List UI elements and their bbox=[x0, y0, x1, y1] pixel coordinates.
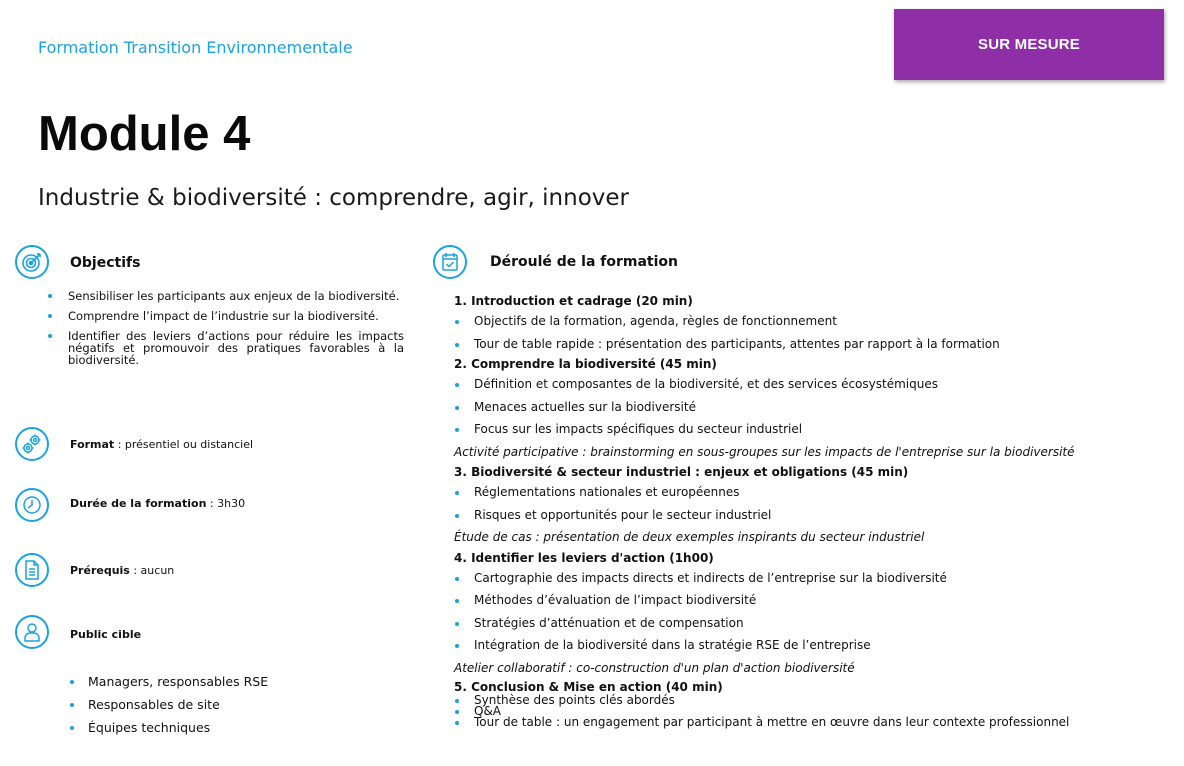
agenda-item: Q&A bbox=[454, 706, 1154, 717]
list-item: Équipes techniques bbox=[70, 716, 268, 739]
badge-label: SUR MESURE bbox=[977, 36, 1080, 53]
public-list bbox=[70, 670, 268, 739]
format-label: Format bbox=[70, 438, 115, 451]
agenda-item: Réglementations nationales et européennes bbox=[454, 481, 1154, 504]
agenda-item: Objectifs de la formation, agenda, règles de fonctionnement bbox=[454, 310, 1154, 333]
page-subtitle: Industrie & biodiversité : comprendre, agir, innover bbox=[38, 185, 629, 211]
sur-mesure-badge bbox=[894, 9, 1164, 80]
agenda-note: Activité participative : brainstorming en sous-groupes sur les impacts de l'entreprise sur la biodiversité bbox=[454, 444, 1075, 459]
agenda-item: Tour de table : un engagement par participant à mettre en œuvre dans leur contexte professionnel bbox=[454, 717, 1154, 728]
format-value: : présentiel ou distanciel bbox=[114, 438, 254, 451]
target-icon bbox=[15, 245, 49, 279]
document-icon bbox=[15, 553, 49, 587]
objectifs-list bbox=[48, 290, 404, 374]
agenda-note: Atelier collaboratif : co-construction d'un plan d'action biodiversité bbox=[454, 660, 855, 675]
agenda bbox=[454, 292, 1154, 728]
agenda-item: Risques et opportunités pour le secteur industriel bbox=[454, 504, 1154, 527]
clock-icon bbox=[15, 488, 49, 522]
agenda-section-title: 2. Comprendre la biodiversité (45 min) bbox=[454, 357, 717, 371]
agenda-item: Synthèse des points clés abordés bbox=[454, 695, 1154, 706]
person-icon bbox=[15, 615, 49, 649]
agenda-item: Intégration de la biodiversité dans la stratégie RSE de l’entreprise bbox=[454, 634, 1154, 657]
duree-label: Durée de la formation bbox=[70, 497, 207, 510]
agenda-item: Méthodes d’évaluation de l’impact biodiversité bbox=[454, 589, 1154, 612]
list-item: Managers, responsables RSE bbox=[70, 670, 268, 693]
prerequis-label: Prérequis bbox=[70, 564, 130, 577]
agenda-item: Focus sur les impacts spécifiques du secteur industriel bbox=[454, 418, 1154, 441]
list-item: Responsables de site bbox=[70, 693, 268, 716]
agenda-note: Étude de cas : présentation de deux exemples inspirants du secteur industriel bbox=[454, 530, 925, 544]
agenda-section-title: 1. Introduction et cadrage (20 min) bbox=[454, 294, 693, 308]
prerequis-value: : aucun bbox=[129, 564, 175, 577]
list-item: Identifier des leviers d’actions pour réduire les impacts négatifs et promouvoir des pratiques favorables à la biodiversité. bbox=[48, 330, 404, 366]
page-title: Module 4 bbox=[38, 107, 251, 161]
agenda-item: Stratégies d’atténuation et de compensation bbox=[454, 612, 1154, 635]
public-heading: Public cible bbox=[70, 628, 142, 641]
agenda-section-5 bbox=[454, 679, 1154, 728]
format-info bbox=[70, 438, 253, 451]
agenda-section-title: 4. Identifier les leviers d'action (1h00) bbox=[454, 550, 714, 565]
prerequis-info bbox=[70, 564, 174, 577]
list-item: Comprendre l’impact de l’industrie sur la biodiversité. bbox=[48, 310, 404, 322]
agenda-item: Tour de table rapide : présentation des participants, attentes par rapport à la formation bbox=[454, 333, 1154, 356]
agenda-section-title: 5. Conclusion & Mise en action (40 min) bbox=[454, 680, 723, 694]
list-item: Sensibiliser les participants aux enjeux de la biodiversité. bbox=[48, 290, 404, 302]
gears-icon bbox=[15, 427, 49, 461]
agenda-item: Cartographie des impacts directs et indirects de l’entreprise sur la biodiversité bbox=[454, 567, 1154, 590]
agenda-section-title: 3. Biodiversité & secteur industriel : enjeux et obligations (45 min) bbox=[454, 465, 909, 479]
program-name: Formation Transition Environnementale bbox=[38, 38, 353, 57]
agenda-item: Définition et composantes de la biodiversité, et des services écosystémiques bbox=[454, 373, 1154, 396]
duree-info bbox=[70, 497, 245, 510]
calendar-check-icon bbox=[433, 245, 467, 279]
deroule-heading: Déroulé de la formation bbox=[490, 254, 679, 270]
duree-value: : 3h30 bbox=[206, 497, 246, 510]
agenda-item: Menaces actuelles sur la biodiversité bbox=[454, 396, 1154, 419]
objectifs-heading: Objectifs bbox=[70, 255, 141, 271]
